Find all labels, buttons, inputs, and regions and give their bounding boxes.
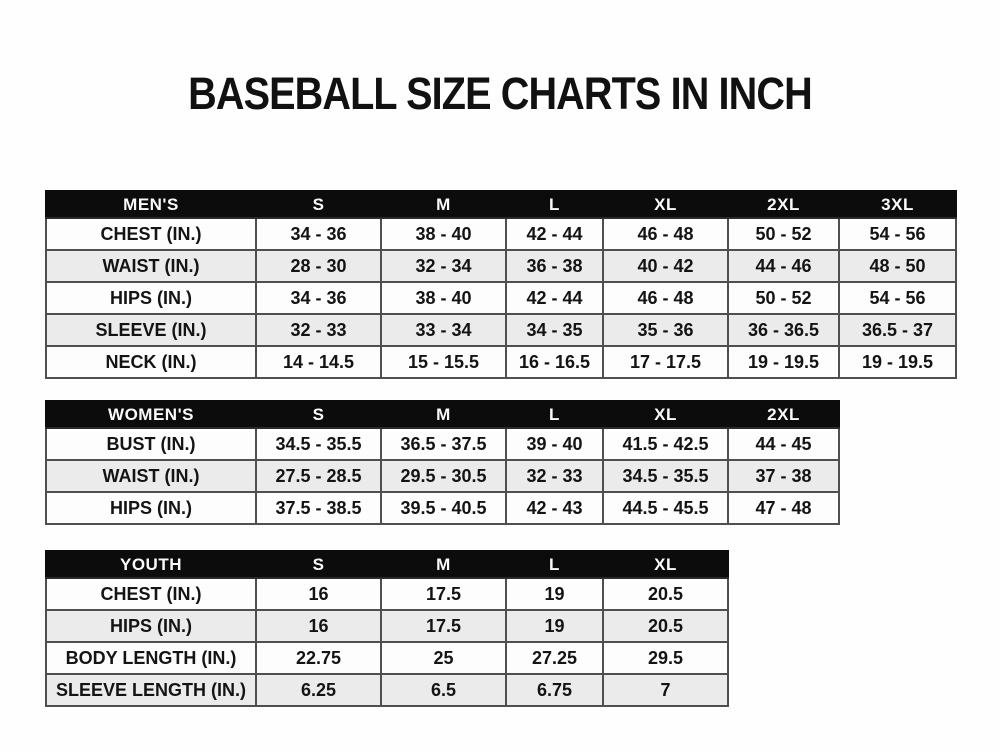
measurement-value-cell: 47 - 48 — [728, 492, 839, 524]
measurement-value-cell: 36 - 38 — [506, 250, 603, 282]
measurement-row-label: BUST (IN.) — [46, 428, 256, 460]
measurement-value-cell: 17.5 — [381, 610, 506, 642]
womens-group-label: WOMEN'S — [46, 401, 256, 428]
measurement-value-cell: 20.5 — [603, 578, 728, 610]
measurement-value-cell: 19 — [506, 578, 603, 610]
mens-size-header-cell: 3XL — [839, 191, 956, 218]
measurement-row-label: WAIST (IN.) — [46, 250, 256, 282]
youth-group-label: YOUTH — [46, 551, 256, 578]
measurement-value-cell: 29.5 - 30.5 — [381, 460, 506, 492]
youth-table-row — [46, 674, 728, 706]
youth-size-table — [45, 550, 729, 707]
mens-size-header-cell: 2XL — [728, 191, 839, 218]
mens-size-header-cell: L — [506, 191, 603, 218]
measurement-value-cell: 44 - 45 — [728, 428, 839, 460]
womens-header-row — [46, 401, 839, 428]
youth-table-row — [46, 642, 728, 674]
mens-table-row — [46, 250, 956, 282]
measurement-value-cell: 37 - 38 — [728, 460, 839, 492]
measurement-row-label: BODY LENGTH (IN.) — [46, 642, 256, 674]
mens-group-label: MEN'S — [46, 191, 256, 218]
measurement-value-cell: 42 - 44 — [506, 218, 603, 250]
measurement-value-cell: 36.5 - 37 — [839, 314, 956, 346]
measurement-value-cell: 44 - 46 — [728, 250, 839, 282]
womens-table-row — [46, 492, 839, 524]
measurement-value-cell: 6.25 — [256, 674, 381, 706]
measurement-value-cell: 36.5 - 37.5 — [381, 428, 506, 460]
measurement-row-label: HIPS (IN.) — [46, 610, 256, 642]
measurement-value-cell: 16 — [256, 578, 381, 610]
womens-size-table — [45, 400, 840, 525]
measurement-value-cell: 16 - 16.5 — [506, 346, 603, 378]
measurement-row-label: CHEST (IN.) — [46, 578, 256, 610]
youth-table-row — [46, 578, 728, 610]
measurement-value-cell: 36 - 36.5 — [728, 314, 839, 346]
measurement-value-cell: 14 - 14.5 — [256, 346, 381, 378]
measurement-value-cell: 20.5 — [603, 610, 728, 642]
measurement-value-cell: 22.75 — [256, 642, 381, 674]
measurement-value-cell: 15 - 15.5 — [381, 346, 506, 378]
mens-table-row — [46, 314, 956, 346]
measurement-value-cell: 42 - 44 — [506, 282, 603, 314]
measurement-value-cell: 17 - 17.5 — [603, 346, 728, 378]
measurement-value-cell: 33 - 34 — [381, 314, 506, 346]
measurement-value-cell: 50 - 52 — [728, 218, 839, 250]
measurement-value-cell: 27.5 - 28.5 — [256, 460, 381, 492]
measurement-value-cell: 54 - 56 — [839, 282, 956, 314]
measurement-value-cell: 6.5 — [381, 674, 506, 706]
mens-size-header-cell: S — [256, 191, 381, 218]
measurement-value-cell: 41.5 - 42.5 — [603, 428, 728, 460]
mens-table-row — [46, 282, 956, 314]
womens-size-header-cell: M — [381, 401, 506, 428]
measurement-row-label: SLEEVE LENGTH (IN.) — [46, 674, 256, 706]
measurement-value-cell: 50 - 52 — [728, 282, 839, 314]
measurement-value-cell: 34.5 - 35.5 — [603, 460, 728, 492]
youth-size-header-cell: XL — [603, 551, 728, 578]
measurement-value-cell: 46 - 48 — [603, 282, 728, 314]
mens-header-row — [46, 191, 956, 218]
measurement-value-cell: 34 - 35 — [506, 314, 603, 346]
womens-size-header-cell: 2XL — [728, 401, 839, 428]
measurement-row-label: SLEEVE (IN.) — [46, 314, 256, 346]
measurement-value-cell: 27.25 — [506, 642, 603, 674]
mens-table-row — [46, 218, 956, 250]
measurement-value-cell: 44.5 - 45.5 — [603, 492, 728, 524]
measurement-value-cell: 54 - 56 — [839, 218, 956, 250]
measurement-row-label: HIPS (IN.) — [46, 282, 256, 314]
womens-table-row — [46, 460, 839, 492]
mens-size-header-cell: XL — [603, 191, 728, 218]
youth-size-header-cell: S — [256, 551, 381, 578]
measurement-row-label: NECK (IN.) — [46, 346, 256, 378]
measurement-value-cell: 6.75 — [506, 674, 603, 706]
measurement-value-cell: 17.5 — [381, 578, 506, 610]
measurement-row-label: HIPS (IN.) — [46, 492, 256, 524]
mens-size-header-cell: M — [381, 191, 506, 218]
measurement-value-cell: 7 — [603, 674, 728, 706]
measurement-value-cell: 38 - 40 — [381, 218, 506, 250]
measurement-value-cell: 42 - 43 — [506, 492, 603, 524]
womens-size-header-cell: L — [506, 401, 603, 428]
measurement-value-cell: 25 — [381, 642, 506, 674]
womens-size-header-cell: XL — [603, 401, 728, 428]
measurement-value-cell: 19 - 19.5 — [839, 346, 956, 378]
measurement-value-cell: 38 - 40 — [381, 282, 506, 314]
measurement-value-cell: 28 - 30 — [256, 250, 381, 282]
womens-table-row — [46, 428, 839, 460]
measurement-value-cell: 32 - 34 — [381, 250, 506, 282]
page-title: BASEBALL SIZE CHARTS IN INCH — [188, 68, 812, 119]
mens-size-table — [45, 190, 957, 379]
measurement-value-cell: 37.5 - 38.5 — [256, 492, 381, 524]
youth-size-header-cell: M — [381, 551, 506, 578]
measurement-value-cell: 19 - 19.5 — [728, 346, 839, 378]
measurement-value-cell: 19 — [506, 610, 603, 642]
measurement-value-cell: 29.5 — [603, 642, 728, 674]
youth-size-header-cell: L — [506, 551, 603, 578]
measurement-value-cell: 40 - 42 — [603, 250, 728, 282]
measurement-value-cell: 16 — [256, 610, 381, 642]
measurement-value-cell: 32 - 33 — [506, 460, 603, 492]
measurement-value-cell: 34.5 - 35.5 — [256, 428, 381, 460]
measurement-value-cell: 39.5 - 40.5 — [381, 492, 506, 524]
measurement-value-cell: 46 - 48 — [603, 218, 728, 250]
measurement-value-cell: 34 - 36 — [256, 282, 381, 314]
measurement-value-cell: 48 - 50 — [839, 250, 956, 282]
youth-header-row — [46, 551, 728, 578]
womens-size-header-cell: S — [256, 401, 381, 428]
measurement-value-cell: 32 - 33 — [256, 314, 381, 346]
measurement-row-label: CHEST (IN.) — [46, 218, 256, 250]
measurement-value-cell: 34 - 36 — [256, 218, 381, 250]
mens-table-row — [46, 346, 956, 378]
youth-table-row — [46, 610, 728, 642]
measurement-value-cell: 39 - 40 — [506, 428, 603, 460]
measurement-value-cell: 35 - 36 — [603, 314, 728, 346]
measurement-row-label: WAIST (IN.) — [46, 460, 256, 492]
